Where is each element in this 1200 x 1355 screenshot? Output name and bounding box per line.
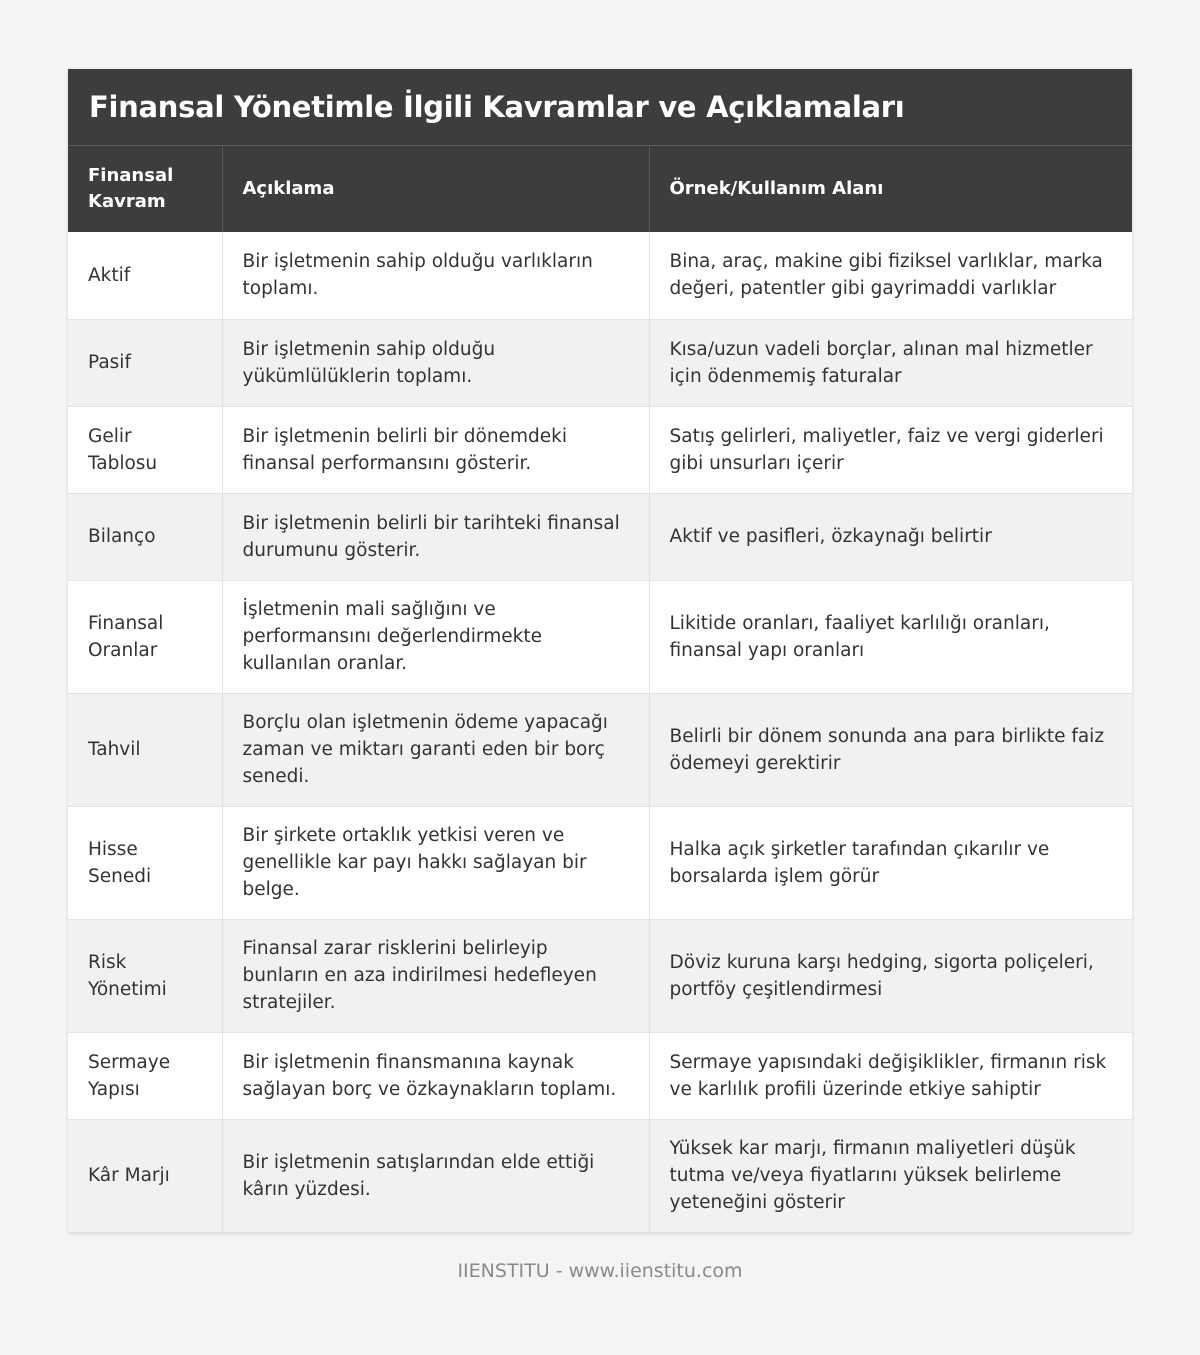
cell-aciklama: Borçlu olan işletmenin ödeme yapacağı zaman ve miktarı garanti eden bir borç senedi. — [222, 693, 649, 806]
cell-kavram: Tahvil — [68, 693, 222, 806]
cell-aciklama: Bir işletmenin sahip olduğu yükümlülüklerin toplamı. — [222, 319, 649, 406]
table-row — [68, 693, 1132, 806]
cell-ornek: Likitide oranları, faaliyet karlılığı oranları, finansal yapı oranları — [649, 580, 1132, 693]
cell-kavram: Sermaye Yapısı — [68, 1032, 222, 1119]
cell-ornek: Yüksek kar marjı, firmanın maliyetleri düşük tutma ve/veya fiyatlarını yüksek belirleme yeteneğini gösterir — [649, 1119, 1132, 1232]
concepts-table — [68, 146, 1132, 1233]
cell-aciklama: Bir işletmenin sahip olduğu varlıkların toplamı. — [222, 232, 649, 319]
table-row — [68, 1119, 1132, 1232]
cell-ornek: Kısa/uzun vadeli borçlar, alınan mal hizmetler için ödenmemiş faturalar — [649, 319, 1132, 406]
table-row — [68, 493, 1132, 580]
cell-ornek: Döviz kuruna karşı hedging, sigorta poliçeleri, portföy çeşitlendirmesi — [649, 919, 1132, 1032]
cell-ornek: Aktif ve pasifleri, özkaynağı belirtir — [649, 493, 1132, 580]
cell-aciklama: Bir işletmenin satışlarından elde ettiği kârın yüzdesi. — [222, 1119, 649, 1232]
cell-ornek: Satış gelirleri, maliyetler, faiz ve vergi giderleri gibi unsurları içerir — [649, 406, 1132, 493]
cell-kavram: Hisse Senedi — [68, 806, 222, 919]
cell-ornek: Sermaye yapısındaki değişiklikler, firmanın risk ve karlılık profili üzerinde etkiye sahiptir — [649, 1032, 1132, 1119]
cell-aciklama: Bir işletmenin belirli bir tarihteki finansal durumunu gösterir. — [222, 493, 649, 580]
table-row — [68, 1032, 1132, 1119]
cell-ornek: Halka açık şirketler tarafından çıkarılır ve borsalarda işlem görür — [649, 806, 1132, 919]
cell-kavram: Finansal Oranlar — [68, 580, 222, 693]
table-row — [68, 919, 1132, 1032]
cell-kavram: Bilanço — [68, 493, 222, 580]
table-row — [68, 232, 1132, 319]
cell-kavram: Pasif — [68, 319, 222, 406]
header-row — [68, 146, 1132, 232]
cell-aciklama: Finansal zarar risklerini belirleyip bunların en aza indirilmesi hedefleyen stratejiler. — [222, 919, 649, 1032]
cell-ornek: Bina, araç, makine gibi fiziksel varlıklar, marka değeri, patentler gibi gayrimaddi varlıklar — [649, 232, 1132, 319]
cell-kavram: Kâr Marjı — [68, 1119, 222, 1232]
column-header-kavram: Finansal Kavram — [68, 146, 222, 232]
cell-kavram: Gelir Tablosu — [68, 406, 222, 493]
column-header-ornek: Örnek/Kullanım Alanı — [649, 146, 1132, 232]
table-row — [68, 806, 1132, 919]
table-row — [68, 406, 1132, 493]
cell-aciklama: Bir işletmenin finansmanına kaynak sağlayan borç ve özkaynakların toplamı. — [222, 1032, 649, 1119]
cell-aciklama: Bir işletmenin belirli bir dönemdeki finansal performansını gösterir. — [222, 406, 649, 493]
cell-aciklama: Bir şirkete ortaklık yetkisi veren ve genellikle kar payı hakkı sağlayan bir belge. — [222, 806, 649, 919]
cell-kavram: Aktif — [68, 232, 222, 319]
table-row — [68, 580, 1132, 693]
table-title: Finansal Yönetimle İlgili Kavramlar ve Açıklamaları — [68, 69, 1132, 146]
footer-credit: IIENSTITU - www.iienstitu.com — [457, 1260, 743, 1282]
cell-kavram: Risk Yönetimi — [68, 919, 222, 1032]
cell-aciklama: İşletmenin mali sağlığını ve performansını değerlendirmekte kullanılan oranlar. — [222, 580, 649, 693]
concepts-card — [68, 69, 1132, 1233]
cell-ornek: Belirli bir dönem sonunda ana para birlikte faiz ödemeyi gerektirir — [649, 693, 1132, 806]
table-row — [68, 319, 1132, 406]
column-header-aciklama: Açıklama — [222, 146, 649, 232]
